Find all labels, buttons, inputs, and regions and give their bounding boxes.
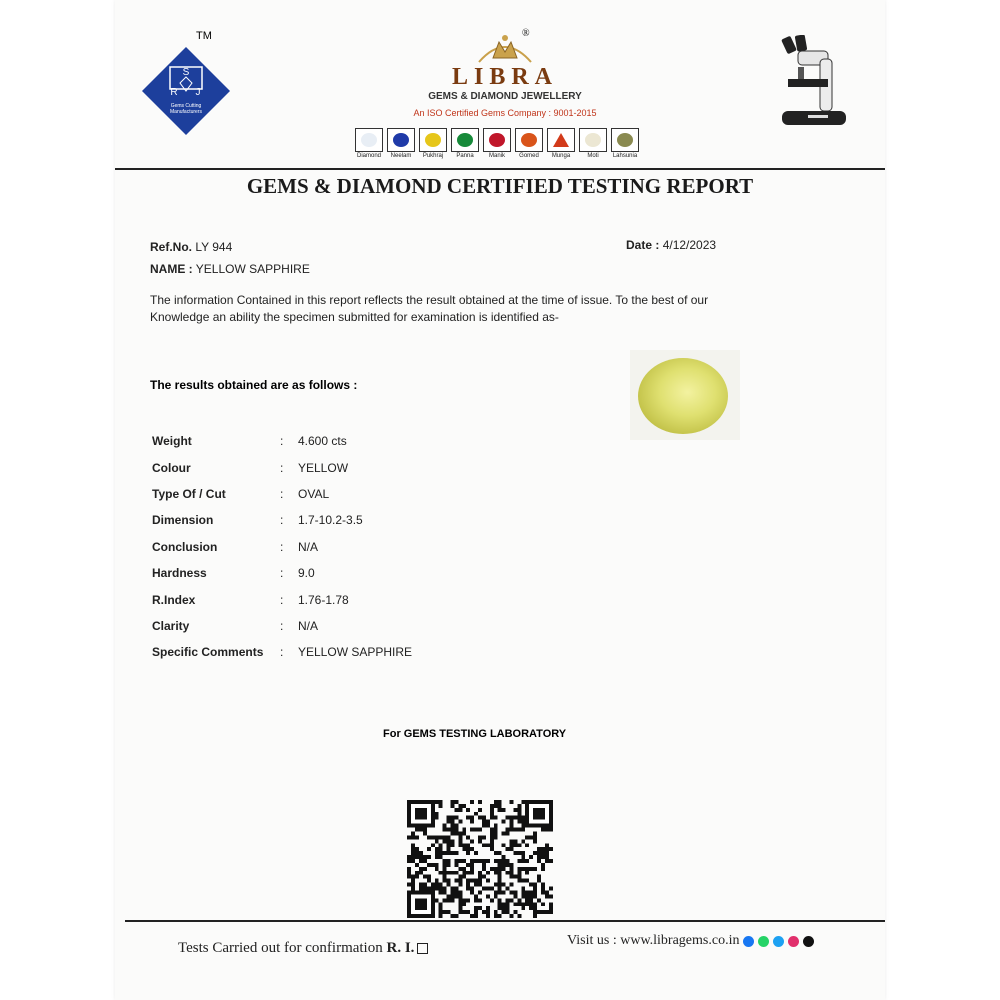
detail-separator: : [280,486,284,501]
detail-separator: : [280,539,284,554]
gem-item [515,128,543,159]
gem-label: Lahsunia [612,153,638,159]
detail-row [152,639,412,665]
detail-row [152,613,412,639]
signature-label: For GEMS TESTING LABORATORY [383,728,567,740]
detail-label: Weight [152,434,192,449]
gem-swatch [483,128,511,152]
detail-separator: : [280,645,284,660]
gem-swatch [355,128,383,152]
detail-label: Clarity [152,618,190,633]
svg-text:Manufacturers: Manufacturers [170,109,202,115]
detail-row [152,481,412,507]
detail-row [152,507,412,533]
website-text[interactable]: Visit us : www.libragems.co.in [567,933,740,948]
details-list [152,428,412,666]
gem-label: Gomed [519,153,539,159]
gem-swatch [451,128,479,152]
detail-label: Colour [152,460,191,475]
gem-label: Munga [551,153,571,159]
gem-swatch [579,128,607,152]
detail-value: OVAL [298,486,330,501]
brand-name: LIBRA [451,64,559,90]
detail-value: N/A [298,539,319,554]
gem-label: Neelam [390,153,412,159]
microscope-icon [778,35,853,130]
detail-separator: : [280,434,284,449]
detail-value: YELLOW [298,460,349,475]
date-value: 4/12/2023 [662,238,717,252]
qr-code[interactable] [406,800,554,918]
twitter-icon[interactable] [773,936,784,947]
gem-item [387,128,415,159]
detail-label: R.Index [152,592,196,607]
footer-divider [125,920,885,922]
gemstone-photo [630,350,740,440]
detail-value: YELLOW SAPPHIRE [298,645,413,660]
gem-item [483,128,511,159]
facebook-icon[interactable] [743,936,754,947]
detail-label: Type Of / Cut [152,486,226,501]
detail-label: Conclusion [152,539,218,554]
gem-label: Pukhraj [422,153,444,159]
detail-separator: : [280,460,284,475]
detail-row [152,560,412,586]
gem-item [451,128,479,159]
brand-block [400,28,610,118]
social-icon[interactable] [803,936,814,947]
whatsapp-icon[interactable] [758,936,769,947]
report-date [626,238,716,252]
name-label: NAME : [150,262,193,276]
footer-confirmation [178,940,428,957]
info-paragraph: The information Contained in this report reflects the result obtained at the time of issue. To the best of our Knowledge an ability the specimen submitted for examination is identified as- [150,293,709,324]
gem-swatch [515,128,543,152]
gem-types-row [355,128,639,159]
trademark-mark: TM [196,30,212,42]
svg-text:R: R [170,87,178,98]
date-label: Date : [626,238,660,252]
reference-number [150,240,232,254]
detail-value: 1.7-10.2-3.5 [298,513,363,528]
gem-label: Manik [488,153,505,159]
gem-swatch [547,128,575,152]
ref-value: LY 944 [195,240,233,254]
brand-iso: An ISO Certified Gems Company : 9001-2015 [413,108,597,118]
specimen-name [150,262,310,276]
detail-separator: : [280,513,284,528]
gem-item [355,128,383,159]
gem-label: Moti [587,153,599,159]
footer-website [567,933,814,949]
footer-ri-text: R. I. [386,940,415,956]
instagram-icon[interactable] [788,936,799,947]
footer-left-text: Tests Carried out for confirmation [178,940,383,956]
detail-row [152,586,412,612]
detail-value: N/A [298,618,319,633]
detail-row [152,534,412,560]
svg-text:J: J [195,87,201,98]
srj-logo [140,45,232,137]
gem-label: Panna [456,153,474,159]
svg-text:Gems Cutting: Gems Cutting [170,103,202,109]
brand-subtitle: GEMS & DIAMOND JEWELLERY [428,91,582,102]
detail-row [152,428,412,454]
detail-label: Hardness [152,566,207,581]
gem-label: Diamond [356,153,381,159]
checkbox-icon [417,943,428,954]
gem-swatch [387,128,415,152]
detail-separator: : [280,592,284,607]
detail-value: 9.0 [298,566,315,581]
ref-label: Ref.No. [150,240,192,254]
results-heading: The results obtained are as follows : [150,378,358,392]
detail-label: Specific Comments [152,645,264,660]
detail-separator: : [280,566,284,581]
report-title: GEMS & DIAMOND CERTIFIED TESTING REPORT [246,174,754,198]
detail-value: 1.76-1.78 [298,592,349,607]
detail-label: Dimension [152,513,214,528]
gem-item [547,128,575,159]
gem-item [611,128,639,159]
detail-value: 4.600 cts [298,434,347,449]
gem-swatch [419,128,447,152]
detail-row [152,454,412,480]
svg-text:S: S [182,67,190,78]
gem-item [579,128,607,159]
name-value: YELLOW SAPPHIRE [195,262,310,276]
gem-item [419,128,447,159]
registered-mark: ® [522,28,530,39]
gem-swatch [611,128,639,152]
header-divider [115,168,885,170]
detail-separator: : [280,618,284,633]
